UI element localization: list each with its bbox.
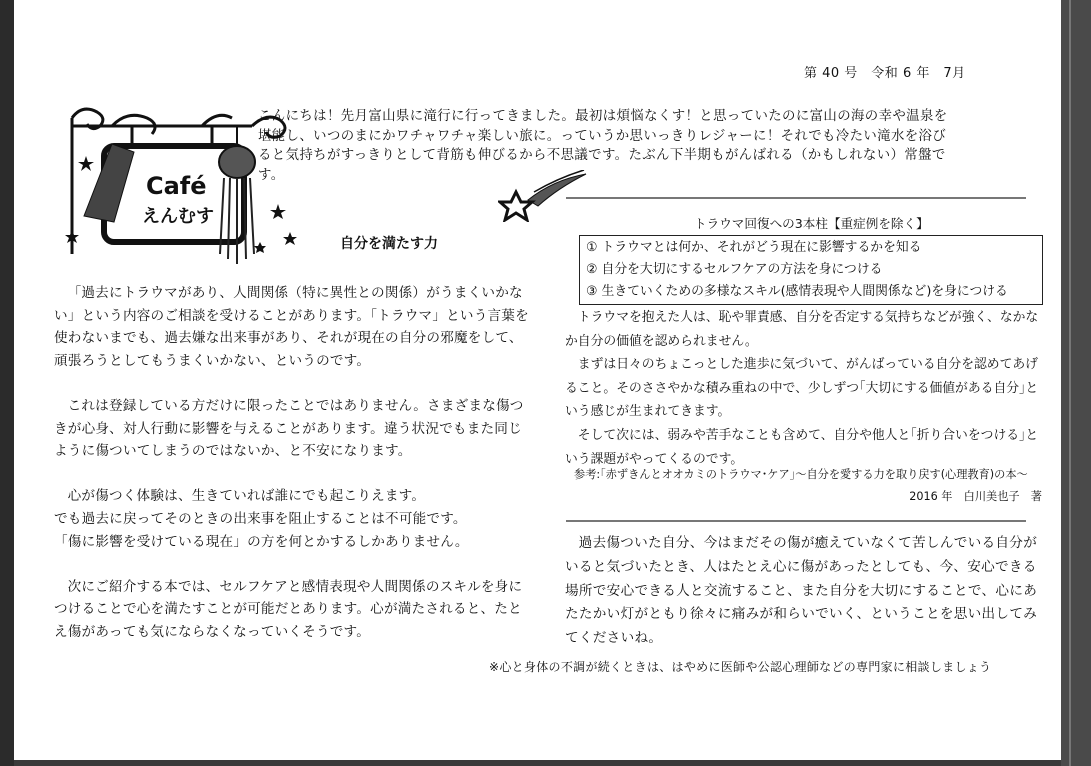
logo-cafe-text: Café [146,172,207,200]
viewer-scrollbar[interactable] [1061,0,1091,766]
issue-label: 第 40 号 令和 6 年 7月 [804,66,966,81]
pillars-box [579,235,1043,305]
viewer-frame-left [0,0,14,766]
divider-top [566,197,1026,199]
pillar-item: ③ 生きていくための多様なスキル(感情表現や人間関係など)を身につける [586,284,1008,299]
left-paragraph: 次にご紹介する本では、セルフケアと感情表現や人間関係のスキルを身につけることで心を満たすことが可能だとあります。心が満たされると、たとえ傷があっても気にならなくなっていくそうです。 [54,578,523,640]
newsletter-page [14,0,1061,760]
logo-enmusu-text: えんむす [142,206,214,227]
pillar-item: ① トラウマとは何か、それがどう現在に影響するかを知る [586,240,922,255]
left-line: でも過去に戻ってそのときの出来事を阻止することは不可能です。 [54,510,467,527]
book-reference [574,464,1044,508]
right-paragraph: トラウマを抱えた人は、恥や罪責感、自分を否定する気持ちなどが強く、なかなか自分の価値を認められません。 [565,310,1039,349]
left-paragraph: 「過去にトラウマがあり、人間関係（特に異性との関係）がうまくいかない」という内容のご相談を受けることがあります。「トラウマ」という言葉を使わないまでも、過去嫌な出来事があり、それが現在の自分の邪魔をして、頑張ろうとしてもうまくいかない、というのです。 [54,285,529,369]
left-article-title: 自分を満たす力 [340,236,438,252]
left-paragraph: これは登録している方だけに限ったことではありません。さまざまな傷つきが心身、対人行動に影響を与えることがあります。違う状況でもまた同じように傷ついてしまうのではないか、と不安になります。 [54,397,524,460]
left-article-body [54,282,532,666]
intro-text: こんにちは！先月富山県に滝行に行ってきました。最初は煩悩なくす！と思っていたのに富山の海の幸や温泉を堪能し、いつのまにかワチャワチャ楽しい旅に。っていうか思いっきりレジャーに！それでも冷たい滝水を浴びると気持ちがすっきりとして背筋も伸びるから不思議です。たぶん下半期もがんばれる（かもしれない）常盤です。 [258,109,948,183]
left-line: 心が傷つく体験は、生きていれば誰にでも起こりえます。 [67,488,426,505]
reference-title: 参考:｢赤ずきんとオオカミのトラウマ･ケア｣～自分を愛する力を取り戻す(心理教育)の本～ [574,468,1028,481]
left-line: 「傷に影響を受けている現在」の方を何とかするしかありません。 [54,533,469,550]
reference-author: 2016 年 白川美也子 著 [909,490,1042,503]
footer-note: ※心と身体の不調が続くときは、はやめに医師や公認心理師などの専門家に相談しましょう [489,660,992,674]
right-paragraph: まずは日々のちょこっとした進歩に気づいて、がんばっている自分を認めてあげること。そのささやかな積み重ねの中で、少しずつ｢大切にする価値がある自分｣という感じが生まれてきます。 [565,357,1039,420]
closing-text: 過去傷ついた自分、今はまだその傷が癒えていなくて苦しんでいる自分がいると気づいたとき、人はたとえ心に傷があったとしても、今、安心できる場所で安心できる人と交流すること、また自分を大切にすることで、心にあたたかい灯がともり徐々に痛みが和らいでいく、ということを思い出してみてくださいね。 [565,535,1038,647]
right-paragraph: そして次には、弱みや苦手なことも含めて、自分や他人と｢折り合いをつける｣という課題がやってくるのです。 [565,427,1039,467]
pillar-item: ② 自分を大切にするセルフケアの方法を身につける [586,262,883,277]
right-article-body [565,306,1039,471]
pillars-title: トラウマ回復への3本柱【重症例を除く】 [694,216,929,231]
divider-middle [566,520,1026,522]
